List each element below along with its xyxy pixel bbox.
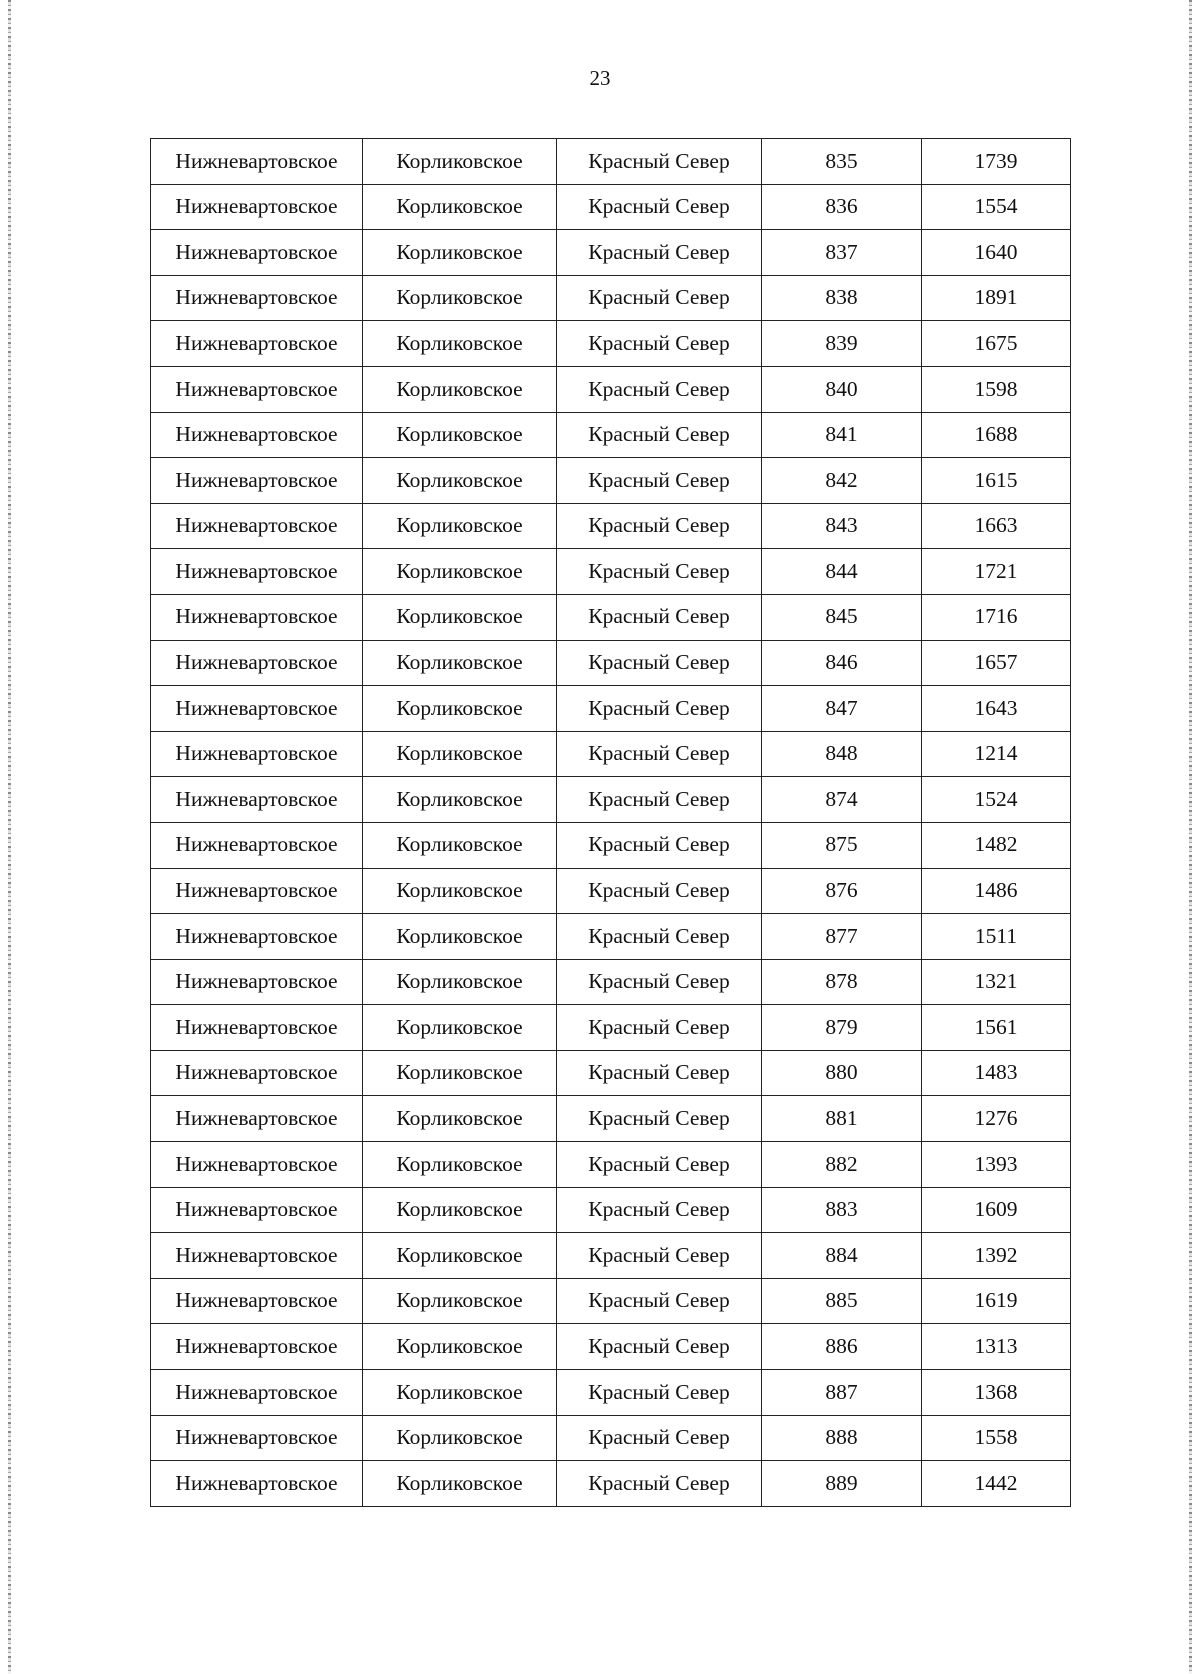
number-cell: 887 [762, 1370, 922, 1416]
table-row [151, 594, 1071, 640]
value-cell: 1313 [922, 1324, 1071, 1370]
table-row [151, 1461, 1071, 1507]
district-cell: Нижневартовское [151, 914, 363, 960]
number-cell: 838 [762, 275, 922, 321]
district-cell: Нижневартовское [151, 1050, 363, 1096]
district-cell: Нижневартовское [151, 594, 363, 640]
number-cell: 844 [762, 549, 922, 595]
number-cell: 835 [762, 139, 922, 185]
settlement-cell: Корликовское [363, 731, 557, 777]
district-cell: Нижневартовское [151, 1142, 363, 1188]
number-cell: 836 [762, 184, 922, 230]
district-cell: Нижневартовское [151, 366, 363, 412]
settlement-cell: Корликовское [363, 412, 557, 458]
table-row [151, 1324, 1071, 1370]
locality-cell: Красный Север [557, 1142, 762, 1188]
settlement-cell: Корликовское [363, 139, 557, 185]
number-cell: 878 [762, 959, 922, 1005]
locality-cell: Красный Север [557, 1415, 762, 1461]
settlement-cell: Корликовское [363, 1324, 557, 1370]
district-cell: Нижневартовское [151, 959, 363, 1005]
table-row [151, 321, 1071, 367]
locality-cell: Красный Север [557, 686, 762, 732]
district-cell: Нижневартовское [151, 822, 363, 868]
district-cell: Нижневартовское [151, 1324, 363, 1370]
value-cell: 1609 [922, 1187, 1071, 1233]
district-cell: Нижневартовское [151, 1187, 363, 1233]
settlement-cell: Корликовское [363, 184, 557, 230]
settlement-cell: Корликовское [363, 1142, 557, 1188]
number-cell: 845 [762, 594, 922, 640]
number-cell: 874 [762, 777, 922, 823]
scan-edge-right [1189, 0, 1192, 1674]
number-cell: 846 [762, 640, 922, 686]
settlement-cell: Корликовское [363, 1050, 557, 1096]
settlement-cell: Корликовское [363, 1370, 557, 1416]
table-row [151, 731, 1071, 777]
number-cell: 885 [762, 1278, 922, 1324]
value-cell: 1321 [922, 959, 1071, 1005]
table-row [151, 139, 1071, 185]
district-cell: Нижневартовское [151, 777, 363, 823]
table-body [151, 139, 1071, 1507]
table-row [151, 275, 1071, 321]
value-cell: 1640 [922, 230, 1071, 276]
locality-cell: Красный Север [557, 1050, 762, 1096]
table-row [151, 1096, 1071, 1142]
table-row [151, 1050, 1071, 1096]
district-cell: Нижневартовское [151, 184, 363, 230]
number-cell: 880 [762, 1050, 922, 1096]
value-cell: 1524 [922, 777, 1071, 823]
table-row [151, 1278, 1071, 1324]
value-cell: 1554 [922, 184, 1071, 230]
locality-cell: Красный Север [557, 640, 762, 686]
value-cell: 1675 [922, 321, 1071, 367]
number-cell: 843 [762, 503, 922, 549]
value-cell: 1486 [922, 868, 1071, 914]
settlement-cell: Корликовское [363, 594, 557, 640]
settlement-cell: Корликовское [363, 549, 557, 595]
locality-cell: Красный Север [557, 1461, 762, 1507]
number-cell: 839 [762, 321, 922, 367]
settlement-cell: Корликовское [363, 914, 557, 960]
locality-cell: Красный Север [557, 777, 762, 823]
locality-cell: Красный Север [557, 1324, 762, 1370]
settlement-cell: Корликовское [363, 640, 557, 686]
number-cell: 876 [762, 868, 922, 914]
table-row [151, 868, 1071, 914]
district-cell: Нижневартовское [151, 321, 363, 367]
locality-cell: Красный Север [557, 959, 762, 1005]
table-row [151, 1187, 1071, 1233]
value-cell: 1688 [922, 412, 1071, 458]
number-cell: 882 [762, 1142, 922, 1188]
district-cell: Нижневартовское [151, 549, 363, 595]
value-cell: 1393 [922, 1142, 1071, 1188]
number-cell: 881 [762, 1096, 922, 1142]
settlement-cell: Корликовское [363, 1233, 557, 1279]
locality-cell: Красный Север [557, 275, 762, 321]
locality-cell: Красный Север [557, 1278, 762, 1324]
settlement-cell: Корликовское [363, 959, 557, 1005]
settlement-cell: Корликовское [363, 321, 557, 367]
value-cell: 1615 [922, 458, 1071, 504]
settlement-cell: Корликовское [363, 503, 557, 549]
number-cell: 837 [762, 230, 922, 276]
value-cell: 1739 [922, 139, 1071, 185]
number-cell: 840 [762, 366, 922, 412]
district-cell: Нижневартовское [151, 139, 363, 185]
value-cell: 1716 [922, 594, 1071, 640]
table-row [151, 959, 1071, 1005]
table-row [151, 184, 1071, 230]
locality-cell: Красный Север [557, 230, 762, 276]
settlement-cell: Корликовское [363, 1005, 557, 1051]
district-cell: Нижневартовское [151, 412, 363, 458]
settlement-cell: Корликовское [363, 1096, 557, 1142]
district-cell: Нижневартовское [151, 1278, 363, 1324]
table-row [151, 822, 1071, 868]
number-cell: 889 [762, 1461, 922, 1507]
locality-cell: Красный Север [557, 366, 762, 412]
locality-cell: Красный Север [557, 914, 762, 960]
district-cell: Нижневартовское [151, 503, 363, 549]
district-cell: Нижневартовское [151, 1370, 363, 1416]
settlement-cell: Корликовское [363, 458, 557, 504]
number-cell: 884 [762, 1233, 922, 1279]
district-cell: Нижневартовское [151, 458, 363, 504]
district-cell: Нижневартовское [151, 230, 363, 276]
number-cell: 888 [762, 1415, 922, 1461]
value-cell: 1663 [922, 503, 1071, 549]
number-cell: 841 [762, 412, 922, 458]
settlement-cell: Корликовское [363, 868, 557, 914]
table-row [151, 640, 1071, 686]
value-cell: 1721 [922, 549, 1071, 595]
value-cell: 1442 [922, 1461, 1071, 1507]
settlement-cell: Корликовское [363, 1461, 557, 1507]
value-cell: 1891 [922, 275, 1071, 321]
table-row [151, 1142, 1071, 1188]
settlement-cell: Корликовское [363, 822, 557, 868]
data-table [150, 138, 1071, 1507]
table-row [151, 366, 1071, 412]
locality-cell: Красный Север [557, 1187, 762, 1233]
table-row [151, 914, 1071, 960]
locality-cell: Красный Север [557, 1370, 762, 1416]
table-row [151, 1005, 1071, 1051]
value-cell: 1276 [922, 1096, 1071, 1142]
locality-cell: Красный Север [557, 321, 762, 367]
number-cell: 848 [762, 731, 922, 777]
settlement-cell: Корликовское [363, 1187, 557, 1233]
settlement-cell: Корликовское [363, 1415, 557, 1461]
locality-cell: Красный Север [557, 139, 762, 185]
locality-cell: Красный Север [557, 458, 762, 504]
number-cell: 883 [762, 1187, 922, 1233]
number-cell: 847 [762, 686, 922, 732]
locality-cell: Красный Север [557, 1005, 762, 1051]
value-cell: 1657 [922, 640, 1071, 686]
settlement-cell: Корликовское [363, 275, 557, 321]
value-cell: 1482 [922, 822, 1071, 868]
scan-edge-left [8, 0, 11, 1674]
locality-cell: Красный Север [557, 1233, 762, 1279]
district-cell: Нижневартовское [151, 868, 363, 914]
locality-cell: Красный Север [557, 731, 762, 777]
value-cell: 1214 [922, 731, 1071, 777]
settlement-cell: Корликовское [363, 230, 557, 276]
value-cell: 1619 [922, 1278, 1071, 1324]
locality-cell: Красный Север [557, 549, 762, 595]
number-cell: 842 [762, 458, 922, 504]
table-row [151, 503, 1071, 549]
settlement-cell: Корликовское [363, 366, 557, 412]
value-cell: 1483 [922, 1050, 1071, 1096]
table-row [151, 1233, 1071, 1279]
value-cell: 1558 [922, 1415, 1071, 1461]
table-row [151, 458, 1071, 504]
locality-cell: Красный Север [557, 594, 762, 640]
district-cell: Нижневартовское [151, 640, 363, 686]
value-cell: 1561 [922, 1005, 1071, 1051]
district-cell: Нижневартовское [151, 731, 363, 777]
locality-cell: Красный Север [557, 868, 762, 914]
number-cell: 875 [762, 822, 922, 868]
district-cell: Нижневартовское [151, 1233, 363, 1279]
value-cell: 1392 [922, 1233, 1071, 1279]
table-row [151, 412, 1071, 458]
value-cell: 1368 [922, 1370, 1071, 1416]
settlement-cell: Корликовское [363, 777, 557, 823]
settlement-cell: Корликовское [363, 686, 557, 732]
locality-cell: Красный Север [557, 503, 762, 549]
number-cell: 886 [762, 1324, 922, 1370]
page-number: 23 [589, 66, 611, 90]
locality-cell: Красный Север [557, 822, 762, 868]
table-row [151, 549, 1071, 595]
number-cell: 877 [762, 914, 922, 960]
district-cell: Нижневартовское [151, 1096, 363, 1142]
table-row [151, 230, 1071, 276]
district-cell: Нижневартовское [151, 1415, 363, 1461]
table-row [151, 777, 1071, 823]
district-cell: Нижневартовское [151, 686, 363, 732]
district-cell: Нижневартовское [151, 275, 363, 321]
table-row [151, 686, 1071, 732]
value-cell: 1643 [922, 686, 1071, 732]
locality-cell: Красный Север [557, 412, 762, 458]
locality-cell: Красный Север [557, 1096, 762, 1142]
value-cell: 1511 [922, 914, 1071, 960]
locality-cell: Красный Север [557, 184, 762, 230]
district-cell: Нижневартовское [151, 1461, 363, 1507]
table-row [151, 1370, 1071, 1416]
number-cell: 879 [762, 1005, 922, 1051]
settlement-cell: Корликовское [363, 1278, 557, 1324]
district-cell: Нижневартовское [151, 1005, 363, 1051]
table-row [151, 1415, 1071, 1461]
value-cell: 1598 [922, 366, 1071, 412]
